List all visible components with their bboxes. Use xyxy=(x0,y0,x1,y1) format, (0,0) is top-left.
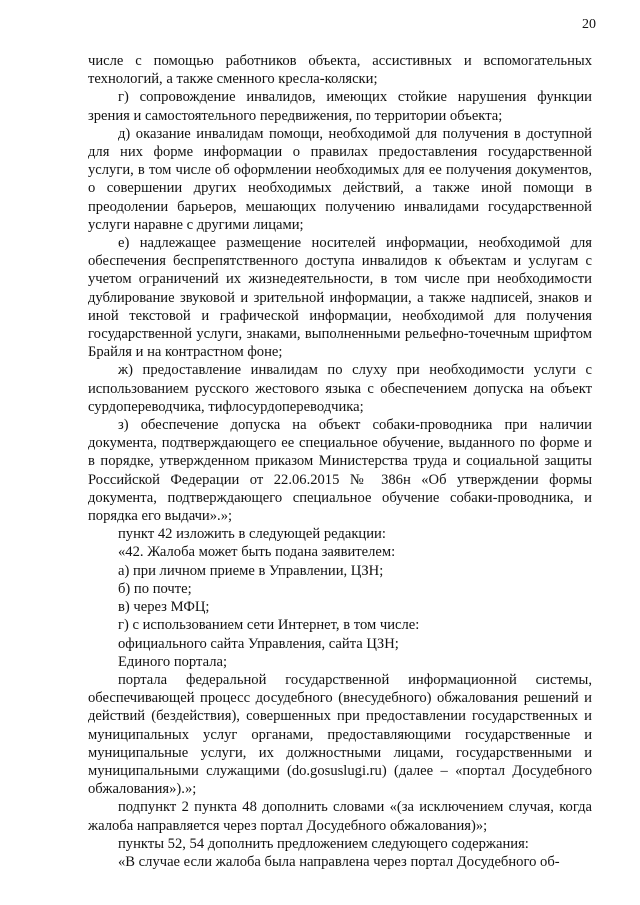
paragraph-item-a: а) при личном приеме в Управлении, ЦЗН; xyxy=(118,562,384,579)
page-number: 20 xyxy=(582,17,596,32)
paragraph-subclause-48: подпункт 2 пункта 48 дополнить словами «(за исключением случая, когда жалоба направляется через портал Досудебного обжалования)»; xyxy=(88,799,592,834)
document-body xyxy=(88,52,592,871)
paragraph-clause-42-intro: пункт 42 изложить в следующей редакции: xyxy=(118,526,386,543)
paragraph-single-portal: Единого портала; xyxy=(118,653,228,670)
paragraph-official-site: официального сайта Управления, сайта ЦЗН; xyxy=(118,635,399,652)
paragraph-item-e: е) надлежащее размещение носителей информации, необходимой для обеспечения беспрепятственного доступа инвалидов к объектам и услугам с учетом ограничений их жизнедеятельности, в том числе при необходимости дублирование звуковой и зрительной информации, а также надписей, знаков и иной текстовой и графической информации, необходимой для получения государственной услуги, знаками, выполненными рельефно-точечным шрифтом Брайля и на контрастном фоне; xyxy=(88,235,592,361)
paragraph-item-z: з) обеспечение допуска на объект собаки-проводника при наличии документа, подтверждающего ее специальное обучение, выданного по форме и в порядке, утвержденном приказом Министерства труда и социальной защиты Российской Федерации от 22.06.2015 № 386н «Об утверждении формы документа, подтверждающего специальное обучение собаки-проводника, и порядка его выдачи».»; xyxy=(88,417,592,525)
paragraph-item-b: б) по почте; xyxy=(118,580,192,597)
paragraph-item-d: д) оказание инвалидам помощи, необходимой для получения в доступной для них форме информации о правилах предоставления государственной услуги, в том числе об оформлении необходимых для ее получения документов, о совершении других необходимых действий, а также иной помощи в преодолении барьеров, мешающих получению инвалидами государственной услуги наравне с другими лицами; xyxy=(88,125,592,233)
paragraph-complaint-portal: «В случае если жалоба была направлена через портал Досудебного об- xyxy=(118,853,560,870)
paragraph-clause-42: «42. Жалоба может быть подана заявителем: xyxy=(118,544,396,561)
paragraph-clauses-52-54: пункты 52, 54 дополнить предложением следующего содержания: xyxy=(118,835,529,852)
paragraph-item-v: в) через МФЦ; xyxy=(118,599,210,616)
paragraph-item-zh: ж) предоставление инвалидам по слуху при необходимости услуги с использованием русского жестового языка с обеспечением допуска на объект сурдопереводчика, тифлосурдопереводчика; xyxy=(88,362,592,415)
paragraph-item-g: г) сопровождение инвалидов, имеющих стойкие нарушения функции зрения и самостоятельного передвижения, по территории объекта; xyxy=(88,89,592,124)
paragraph-item-g-internet: г) с использованием сети Интернет, в том числе: xyxy=(118,617,420,634)
paragraph-continuation: числе с помощью работников объекта, ассистивных и вспомогательных технологий, а также сменного кресла-коляски; xyxy=(88,53,592,88)
paragraph-federal-portal: портала федеральной государственной информационной системы, обеспечивающей процесс досудебного (внесудебного) обжалования решений и действий (бездействия), совершенных при предоставлении государственных и муниципальных услуг органами, предоставляющими государственные и муниципальные услуги, их должностными лицами, государственными и муниципальными служащими (do.gosuslugi.ru) (далее – «портал Досудебного обжалования»).»; xyxy=(88,671,592,798)
